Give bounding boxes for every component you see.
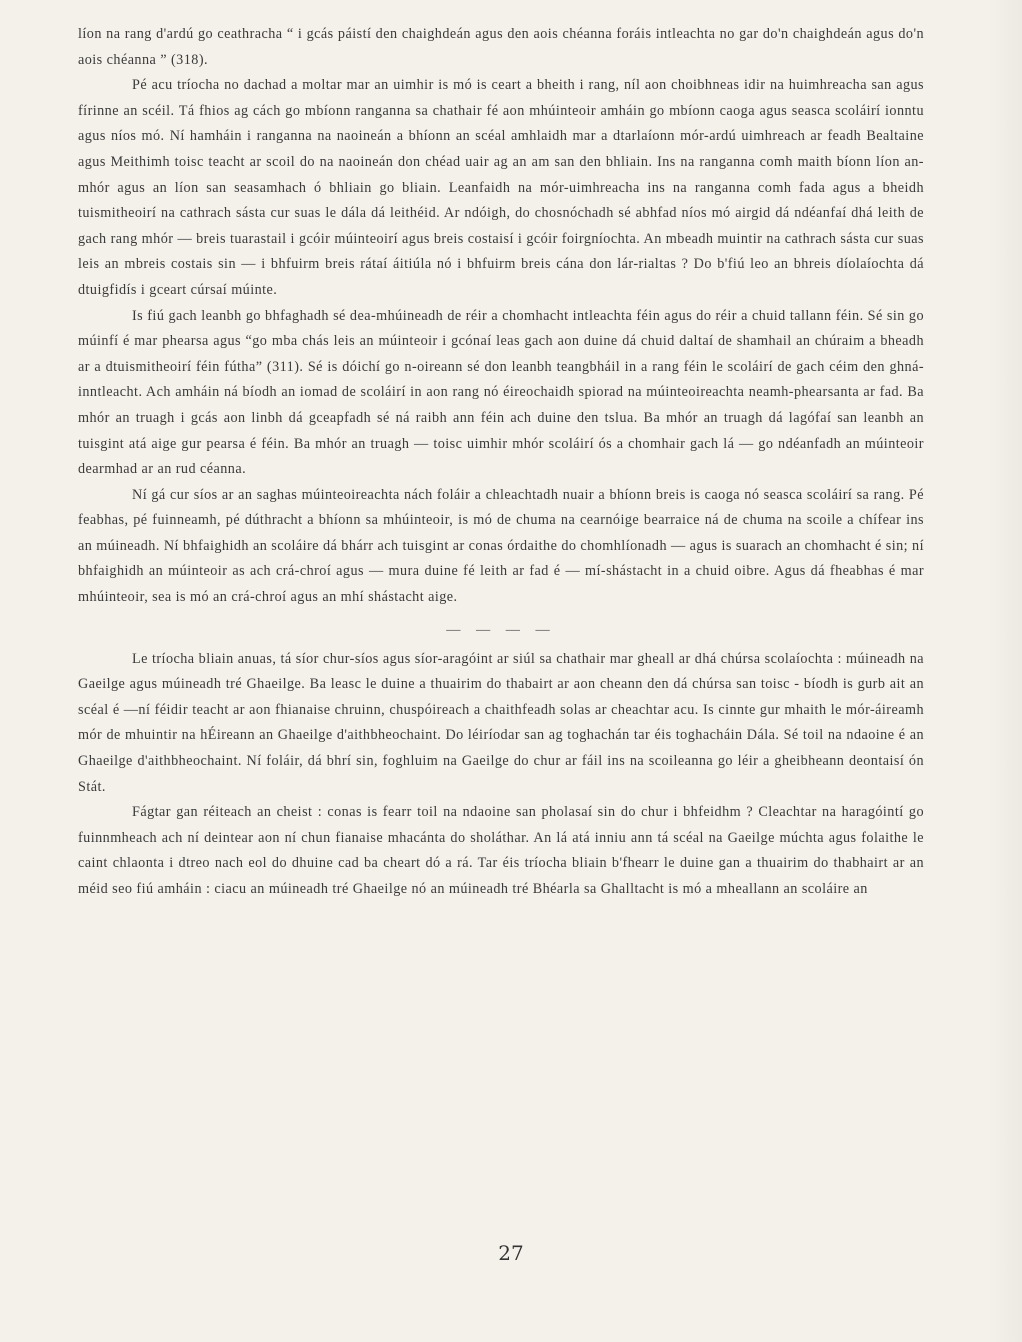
paragraph-3: Is fiú gach leanbh go bhfaghadh sé dea-mhúineadh de réir a chomhacht intleachta féin agus do réir a chuid tallann féin. Sé sin go múinfí é mar phearsa agus “go mba chás leis an múinteoir i gcónaí leas gach aon duine dá chuid daltaí de shamhail an chúraim a bheadh ar a dtuismitheoirí féin fútha” (311). Sé is dóichí go n-oireann sé don leanbh teangbháil in a rang féin le scoláirí de gach céim den ghná-inntleacht. Ach amháin ná bíodh an iomad de scoláirí in aon rang nó éireochaidh spiorad na múinteoireachta neamh-phearsanta ar fad. Ba mhór an truagh i gcás aon linbh dá gceapfadh sé ná raibh ann féin ach duine den tslua. Ba mhór an truagh dá lagófaí san leanbh an tuisgint atá aige gur pearsa é féin. Ba mhór an truagh — toisc uimhir mhór scoláirí ós a chomhair gach lá — go ndéanfadh an múinteoir dearmhad ar an rud céanna. [78, 307, 924, 478]
paragraph-1: líon na rang d'ardú go ceathracha “ i gcás páistí den chaighdeán agus den aois chéanna foráis intleachta no gar do'n chaighdeán agus do'n aois chéanna ” (318). [78, 26, 924, 68]
section-separator: — — — — [446, 621, 556, 638]
document-body [78, 22, 924, 903]
page-edge-shadow [988, 0, 1022, 1342]
paragraph-5: Le tríocha bliain anuas, tá síor chur-síos agus síor-aragóint ar siúl sa chathair mar gheall ar dhá chúrsa scolaíochta : múineadh na Gaeilge agus múineadh tré Ghaeilge. Ba leasc le duine a thuairim do thabairt ar aon cheann den dá chúrsa san toisc - bíodh is gurb ait an scéal é —ní féidir teacht ar aon fhianaise chruinn, chuspóireach a chaithfeadh solas ar cheachtar acu. Is cinnte gur mhaith le mór-áireamh mór de mhuintir na hÉireann an Ghaeilge d'aithbheochaint. Do léiríodar san ag toghachán tar éis toghacháin Dála. Sé toil na ndaoine é an Ghaeilge d'aithbheochaint. Ní foláir, dá bhrí sin, foghluim na Gaeilge do chur ar fáil ins na scoileanna go léir a gheibheann deontaisí ón Stát. [78, 650, 924, 795]
paragraph-2: Pé acu tríocha no dachad a moltar mar an uimhir is mó is ceart a bheith i rang, níl aon choibhneas idir na huimhreacha san agus fírinne an scéil. Tá fhios ag cách go mbíonn ranganna sa chathair fé aon mhúinteoir amháin go mbíonn caoga agus seasca scoláirí ionntu agus níos mó. Ní hamháin i ranganna na naoineán a bhíonn an scéal amhlaidh mar a dtarlaíonn mór-ardú uimhreach ar feadh Bealtaine agus Meithimh toisc teacht ar scoil do na naoineán don chéad uair ag an am san den bhliain. Ins na ranganna comh maith bíonn líon an-mhór agus an líon san seasamhach ó bhliain go bliain. Leanfaidh na mór-uimhreacha ins na ranganna comh fada agus a bheidh tuismitheoirí na cathrach sásta cur suas le dála dá leithéid. Ar ndóigh, do chosnóchadh sé abhfad níos mó airgid dá ndéanfaí dhá leith de gach rang mhór — breis tuarastail i gcóir múinteoirí agus breis costaisí i gcóir foirgníochta. An mbeadh muintir na cathrach sásta cur suas leis an mbreis costais sin — i bhfuirm breis rátaí áitiúla nó i bhfuirm breis cána don lár-rialtas ? Do b'fiú leo an bhreis díolaíochta dá dtuigfidís i gceart cúrsaí múinte. [78, 77, 924, 298]
page-number: 27 [498, 1241, 524, 1265]
paragraph-4: Ní gá cur síos ar an saghas múinteoireachta nách foláir a chleachtadh nuair a bhíonn breis is caoga nó seasca scoláirí sa rang. Pé feabhas, pé fuinneamh, pé dúthracht a bhíonn sa mhúinteoir, is mó de chuma na cearnóige bearraice ná de chuma na scoile a chífear ins an múineadh. Ní bhfaighidh an scoláire dá bhárr ach tuisgint ar conas órdaithe do chomhlíonadh — agus is suarach an chomhacht é sin; ní bhfaighidh an múinteoir as ach crá-chroí agus — mura duine fé leith ar fad é — mí-shástacht in a chuid oibre. Agus dá fheabhas é mar mhúinteoir, sea is mó an crá-chroí agus an mhí shástacht aige. [78, 486, 924, 606]
paragraph-6: Fágtar gan réiteach an cheist : conas is fearr toil na ndaoine san pholasaí sin do chur i bhfeidhm ? Cleachtar na haragóintí go fuinnmheach ach ní deintear aon ní chun fianaise mhacánta do sholáthar. An lá atá inniu ann tá scéal na Gaeilge múchta agus folaithe le caint chlaonta i dtreo nach eol do dhuine cad ba cheart dó a rá. Tar éis tríocha bliain b'fhearr le duine gan a thuairim do thabhairt ar an méid seo fiú amháin : ciacu an múineadh tré Ghaeilge nó an múineadh tré Bhéarla sa Ghalltacht is mó a mheallann an scoláire an [78, 804, 924, 897]
